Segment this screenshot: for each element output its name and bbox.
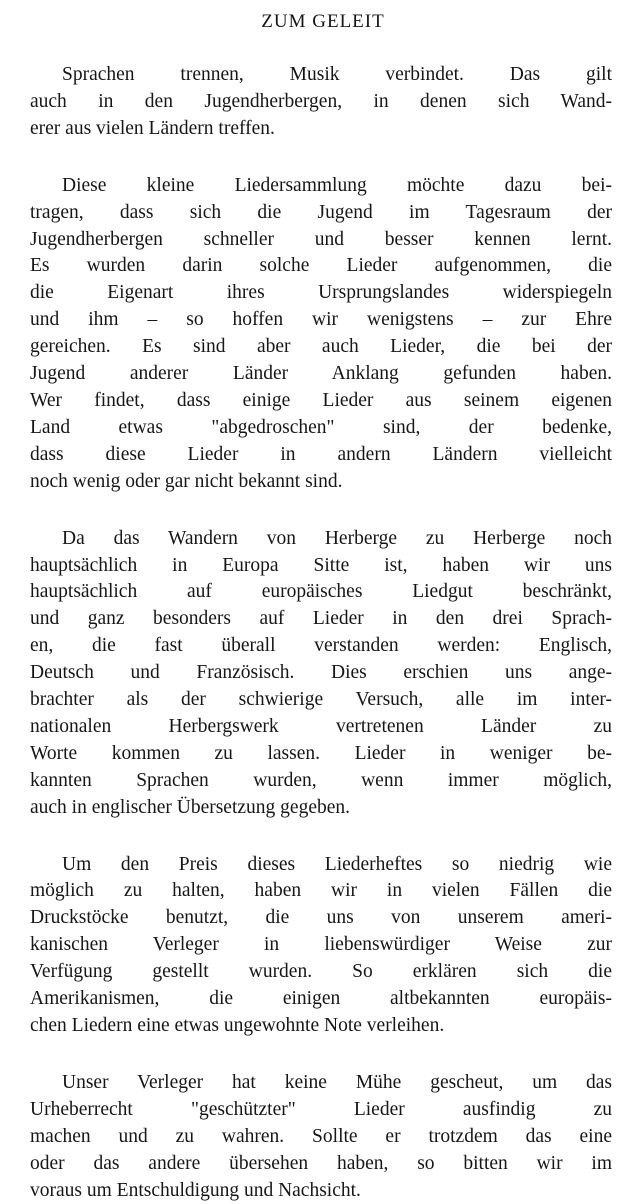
text-line: Worte kommen zu lassen. Lieder in weniger be- <box>30 742 612 764</box>
text-line: Amerikanismen, die einigen altbekannten europäis- <box>30 988 612 1010</box>
text-line: und ganz besonders auf Lieder in den drei Sprach- <box>30 608 612 630</box>
text-line: chen Liedern eine etwas ungewohnte Note verleihen. <box>30 1015 445 1036</box>
text-line: machen und zu wahren. Sollte er trotzdem das eine <box>30 1125 612 1147</box>
text-line: hauptsächlich in Europa Sitte ist, haben wir uns <box>30 554 612 576</box>
text-line: Es wurden darin solche Lieder aufgenommen, die <box>30 255 612 277</box>
text-line: gereichen. Es sind aber auch Lieder, die bei der <box>30 336 612 358</box>
text-line: kannten Sprachen wurden, wenn immer möglich, <box>30 769 612 791</box>
paragraph-4 <box>30 852 612 1040</box>
text-line: Jugendherbergen schneller und besser kennen lernt. <box>30 228 612 250</box>
paragraph-3 <box>30 526 612 822</box>
text-line: Land etwas "abgedroschen" sind, der bedenke, <box>30 416 612 438</box>
body-text <box>30 62 612 1204</box>
text-line: hauptsächlich auf europäisches Liedgut beschränkt, <box>30 581 612 603</box>
text-line: auch in den Jugendherbergen, in denen sich Wand- <box>30 90 612 112</box>
text-line: Druckstöcke benutzt, die uns von unserem ameri- <box>30 907 612 929</box>
text-line: und ihm – so hoffen wir wenigstens – zur Ehre <box>30 309 612 331</box>
paragraph-5 <box>30 1070 612 1204</box>
text-line: Urheberrecht "geschützter" Lieder ausfindig zu <box>30 1098 612 1120</box>
paragraph-1 <box>30 62 612 143</box>
text-line: Sprachen trennen, Musik verbindet. Das gilt <box>62 64 612 85</box>
paragraph-2 <box>30 173 612 496</box>
text-line: Deutsch und Französisch. Dies erschien uns ange- <box>30 662 612 684</box>
text-line: en, die fast überall verstanden werden: Englisch, <box>30 635 612 657</box>
text-line: tragen, dass sich die Jugend im Tagesraum der <box>30 201 612 223</box>
text-line: Jugend anderer Länder Anklang gefunden haben. <box>30 363 612 385</box>
text-line: noch wenig oder gar nicht bekannt sind. <box>30 470 343 492</box>
text-line: Wer findet, dass einige Lieder aus seinem eigenen <box>30 389 612 411</box>
text-line: oder das andere übersehen haben, so bitten wir im <box>30 1152 612 1174</box>
text-line: kanischen Verleger in liebenswürdiger Weise zur <box>30 934 612 956</box>
text-line: auch in englischer Übersetzung gegeben. <box>30 796 350 818</box>
text-line: dass diese Lieder in andern Ländern vielleicht <box>30 443 612 465</box>
text-line: möglich zu halten, haben wir in vielen Fällen die <box>30 880 612 902</box>
text-line: brachter als der schwierige Versuch, alle im inter- <box>30 689 612 711</box>
page-title: ZUM GELEIT <box>261 11 385 32</box>
text-line: voraus um Entschuldigung und Nachsicht. <box>30 1179 361 1201</box>
text-line: Diese kleine Liedersammlung möchte dazu bei- <box>62 174 612 196</box>
text-line: Da das Wandern von Herberge zu Herberge noch <box>62 527 612 549</box>
text-line: Unser Verleger hat keine Mühe gescheut, um das <box>62 1071 612 1093</box>
text-line: die Eigenart ihres Ursprungslandes widerspiegeln <box>30 282 612 304</box>
text-line: nationalen Herbergswerk vertretenen Länder zu <box>30 715 612 737</box>
text-line: erer aus vielen Ländern treffen. <box>30 117 275 139</box>
text-line: Um den Preis dieses Liederheftes so niedrig wie <box>62 853 612 875</box>
text-line: Verfügung gestellt wurden. So erklären sich die <box>30 961 612 983</box>
